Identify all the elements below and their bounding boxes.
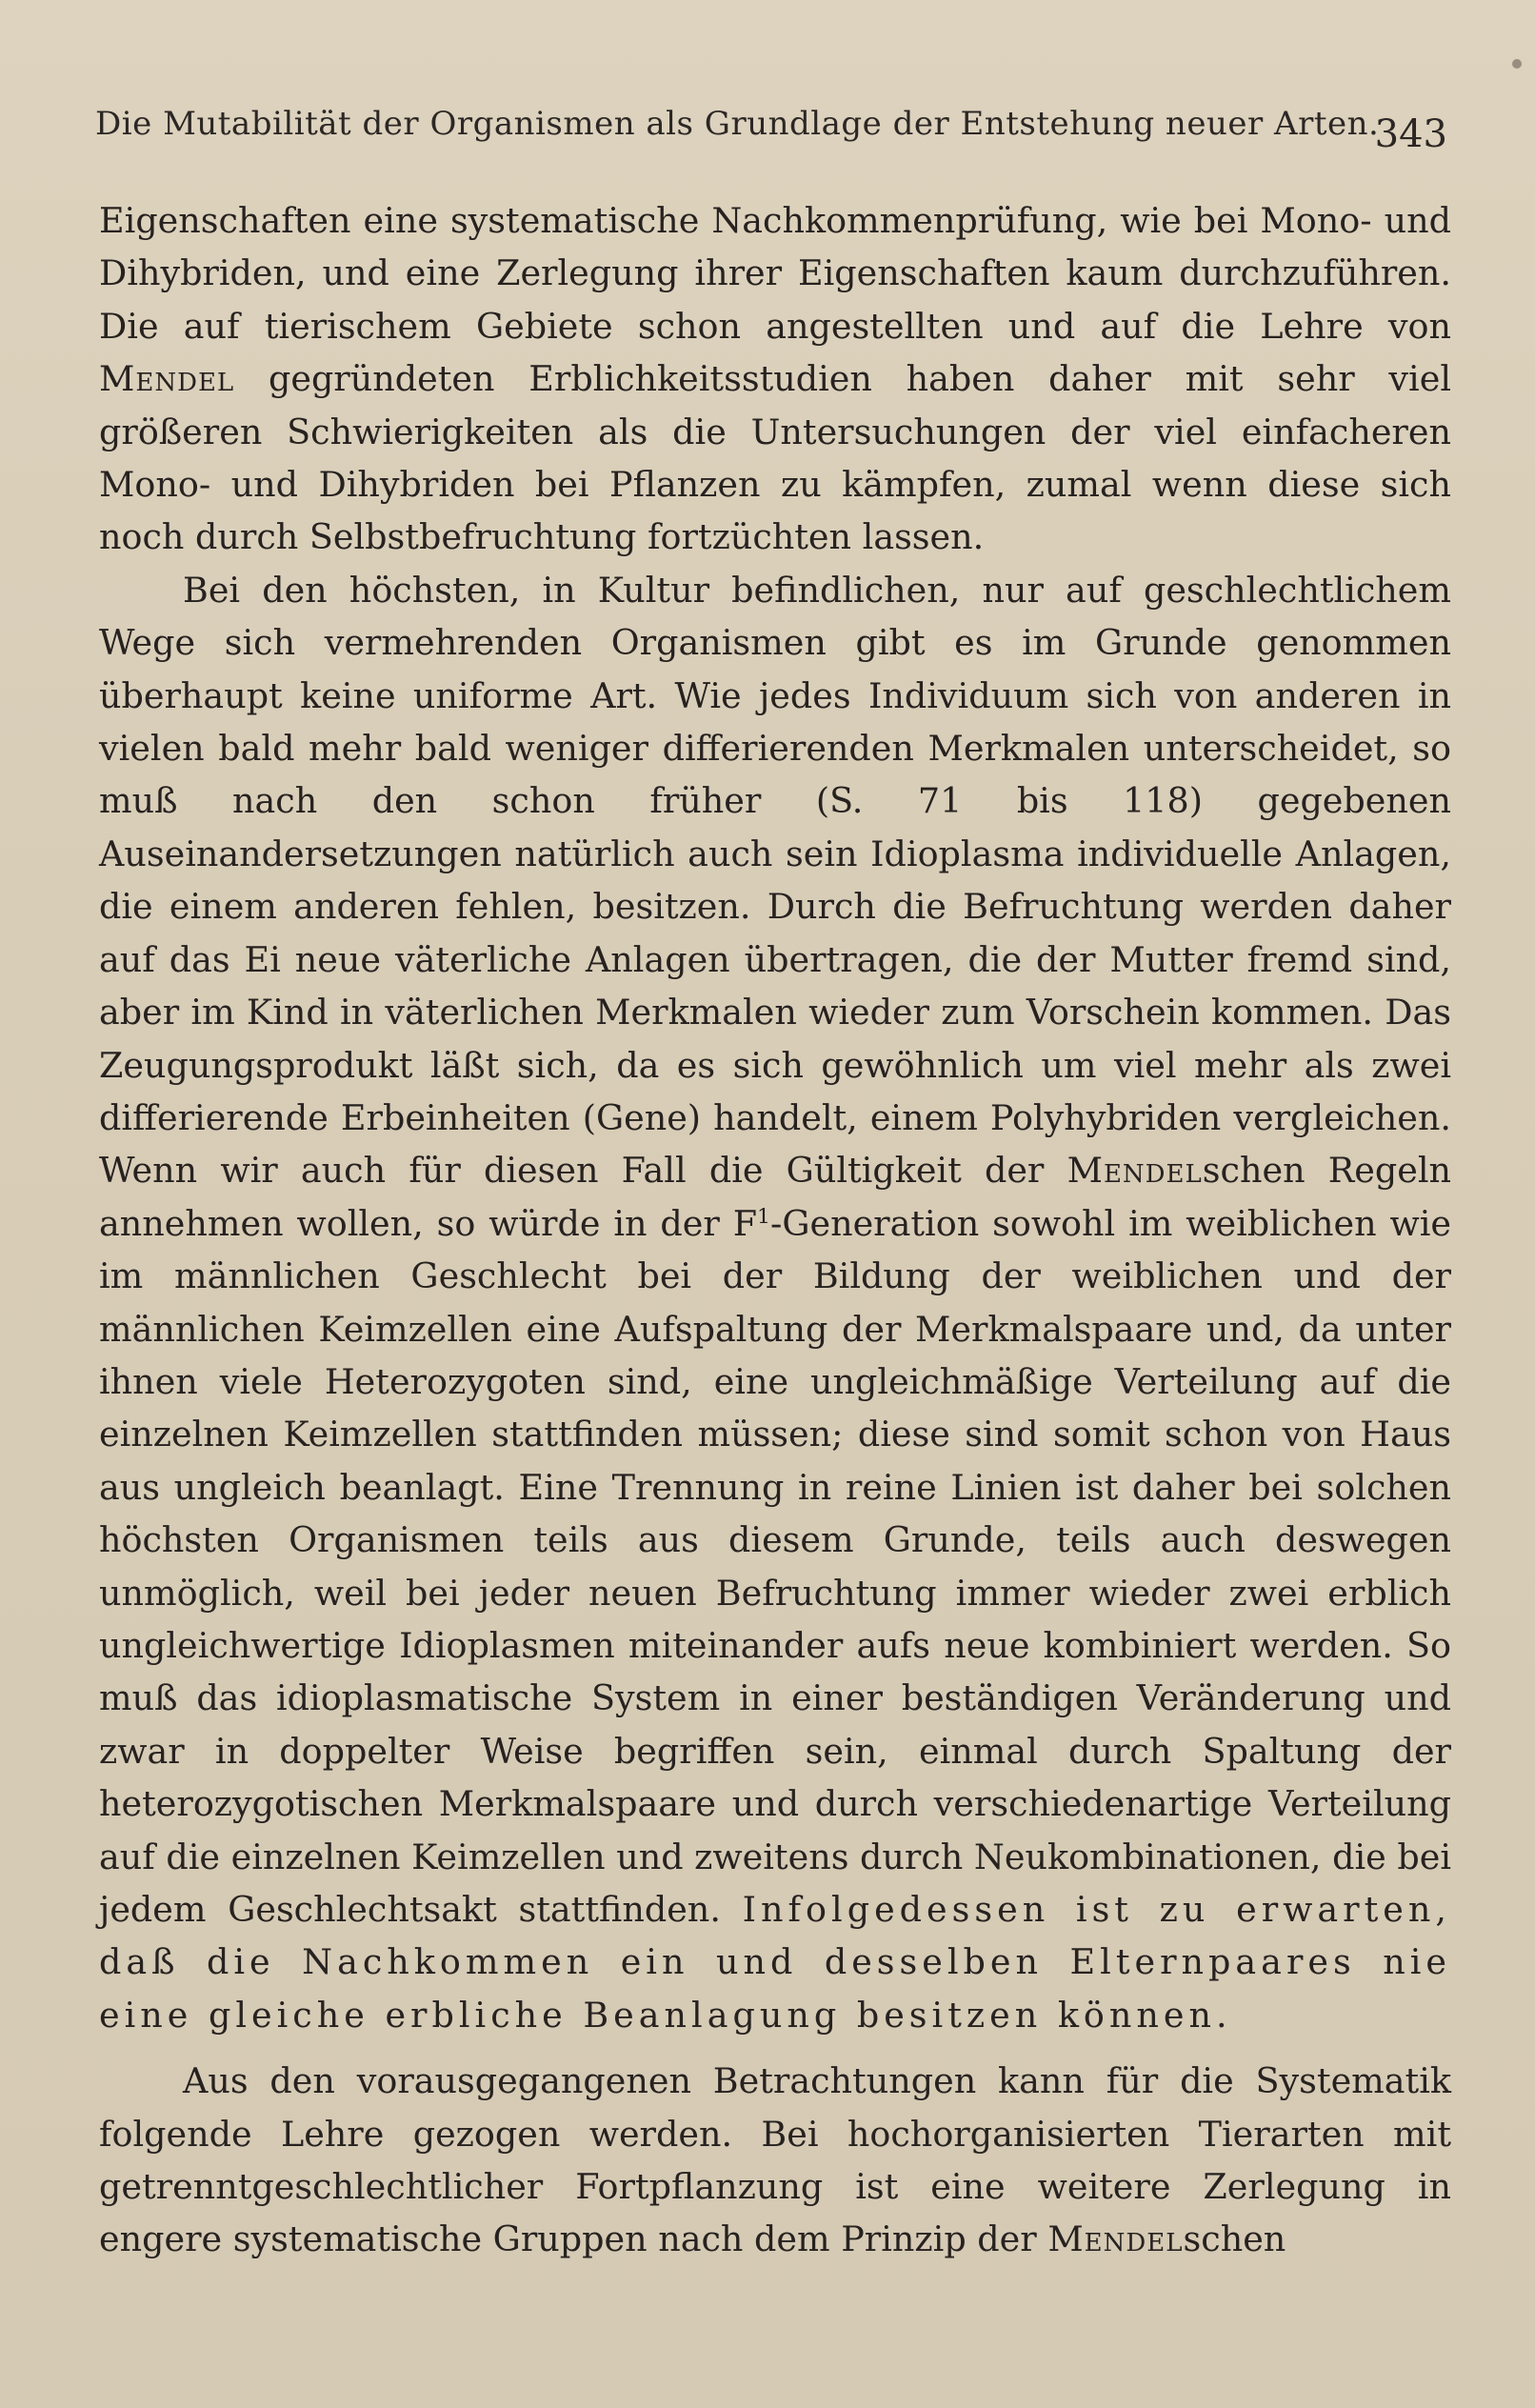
author-name-mendel: Mendel <box>99 358 235 400</box>
paragraph-1-text-after: gegründeten Erblichkeitsstudien haben daher mit sehr viel größeren Schwierigkeiten als die Untersuchungen der viel einfacheren Mono- und Dihybriden bei Pflanzen zu kämpfen, zumal wenn diese sich noch durch Selbstbefruchtung fortzüchten lassen. <box>99 358 1451 558</box>
paragraph-2-text-c: -Generation sowohl im weiblichen wie im männlichen Geschlecht bei der Bildung der weiblichen und der männlichen Keimzellen eine Aufspaltung der Merkmalspaare und, da unter ihnen viele Heterozygoten sind, eine ungleichmäßige Verteilung auf die einzelnen Keimzellen stattfinden müssen; diese sind somit schon von Haus aus ungleich beanlagt. Eine Trennung in reine Linien ist daher bei solchen höchsten Organismen teils aus diesem Grunde, teils auch deswegen unmöglich, weil bei jeder neuen Befruchtung immer wieder zwei erblich ungleichwertige Idioplasmen miteinander aufs neue kombiniert werden. So muß das idioplasmatische System in einer beständigen Veränderung und zwar in doppelter Weise begriffen sein, einmal durch Spaltung der heterozygotischen Merkmalspaare und durch verschiedenartige Verteilung auf die einzelnen Keimzellen und zweitens durch Neukombinationen, die bei jedem Geschlechtsakt stattfinden. <box>99 1202 1451 1930</box>
paper-stain <box>1512 59 1522 69</box>
paragraph-2-text-a: Bei den höchsten, in Kultur befindlichen, nur auf geschlechtlichem Wege sich vermehrenden Organismen gibt es im Grunde genommen überhaupt keine uniforme Art. Wie jedes Individuum sich von anderen in vielen bald mehr bald weniger differierenden Merkmalen unterscheidet, so muß nach den schon früher (S. 71 bis 118) gegebenen Auseinandersetzungen natürlich auch sein Idioplasma individuelle Anlagen, die einem anderen fehlen, besitzen. Durch die Befruchtung werden daher auf das Ei neue väterliche Anlagen übertragen, die der Mutter fremd sind, aber im Kind in väterlichen Merkmalen wieder zum Vorschein kommen. Das Zeugungsprodukt läßt sich, da es sich gewöhnlich um viel mehr als zwei differierende Erbeinheiten (Gene) handelt, einem Polyhybriden vergleichen. Wenn wir auch für diesen Fall die Gültigkeit der <box>99 569 1451 1192</box>
running-title: Die Mutabilität der Organismen als Grundlage der Entstehung neuer Arten. <box>95 105 1380 143</box>
paragraph-3 <box>99 2055 1451 2266</box>
paragraph-3-text-after: schen <box>1183 2218 1286 2260</box>
paragraph-3-text: Aus den vorausgegangenen Betrachtungen kann für die Systematik folgende Lehre gezogen werden. Bei hochorganisierten Tierarten mit getrenntgeschlechtlicher Fortpflanzung ist eine weitere Zerlegung in engere systematische Gruppen nach dem Prinzip der <box>99 2060 1451 2260</box>
body-text <box>99 194 1451 2266</box>
author-name-mendel: Mendel <box>1067 1150 1203 1192</box>
page-number: 343 <box>1374 112 1447 156</box>
emphasized-conclusion: Infolgedessen ist zu erwarten, daß die Nachkommen ein und desselben Elternpaares nie eine gleiche erbliche Beanlagung besitzen können. <box>99 1889 1451 2036</box>
running-head <box>95 95 1447 156</box>
paragraph-1-text: Eigenschaften eine systematische Nachkommenprüfung, wie bei Mono- und Dihybriden, und eine Zerlegung ihrer Eigenschaften kaum durchzuführen. Die auf tierischem Gebiete schon angestellten und auf die Lehre von <box>99 200 1451 347</box>
author-name-mendel: Mendel <box>1047 2218 1184 2260</box>
superscript-generation: 1 <box>757 1204 770 1229</box>
paragraph-2 <box>99 564 1451 2041</box>
paragraph-1 <box>99 194 1451 564</box>
paragraph-2-text-b: schen Regeln annehmen wollen, so würde in der F <box>99 1150 1451 1244</box>
